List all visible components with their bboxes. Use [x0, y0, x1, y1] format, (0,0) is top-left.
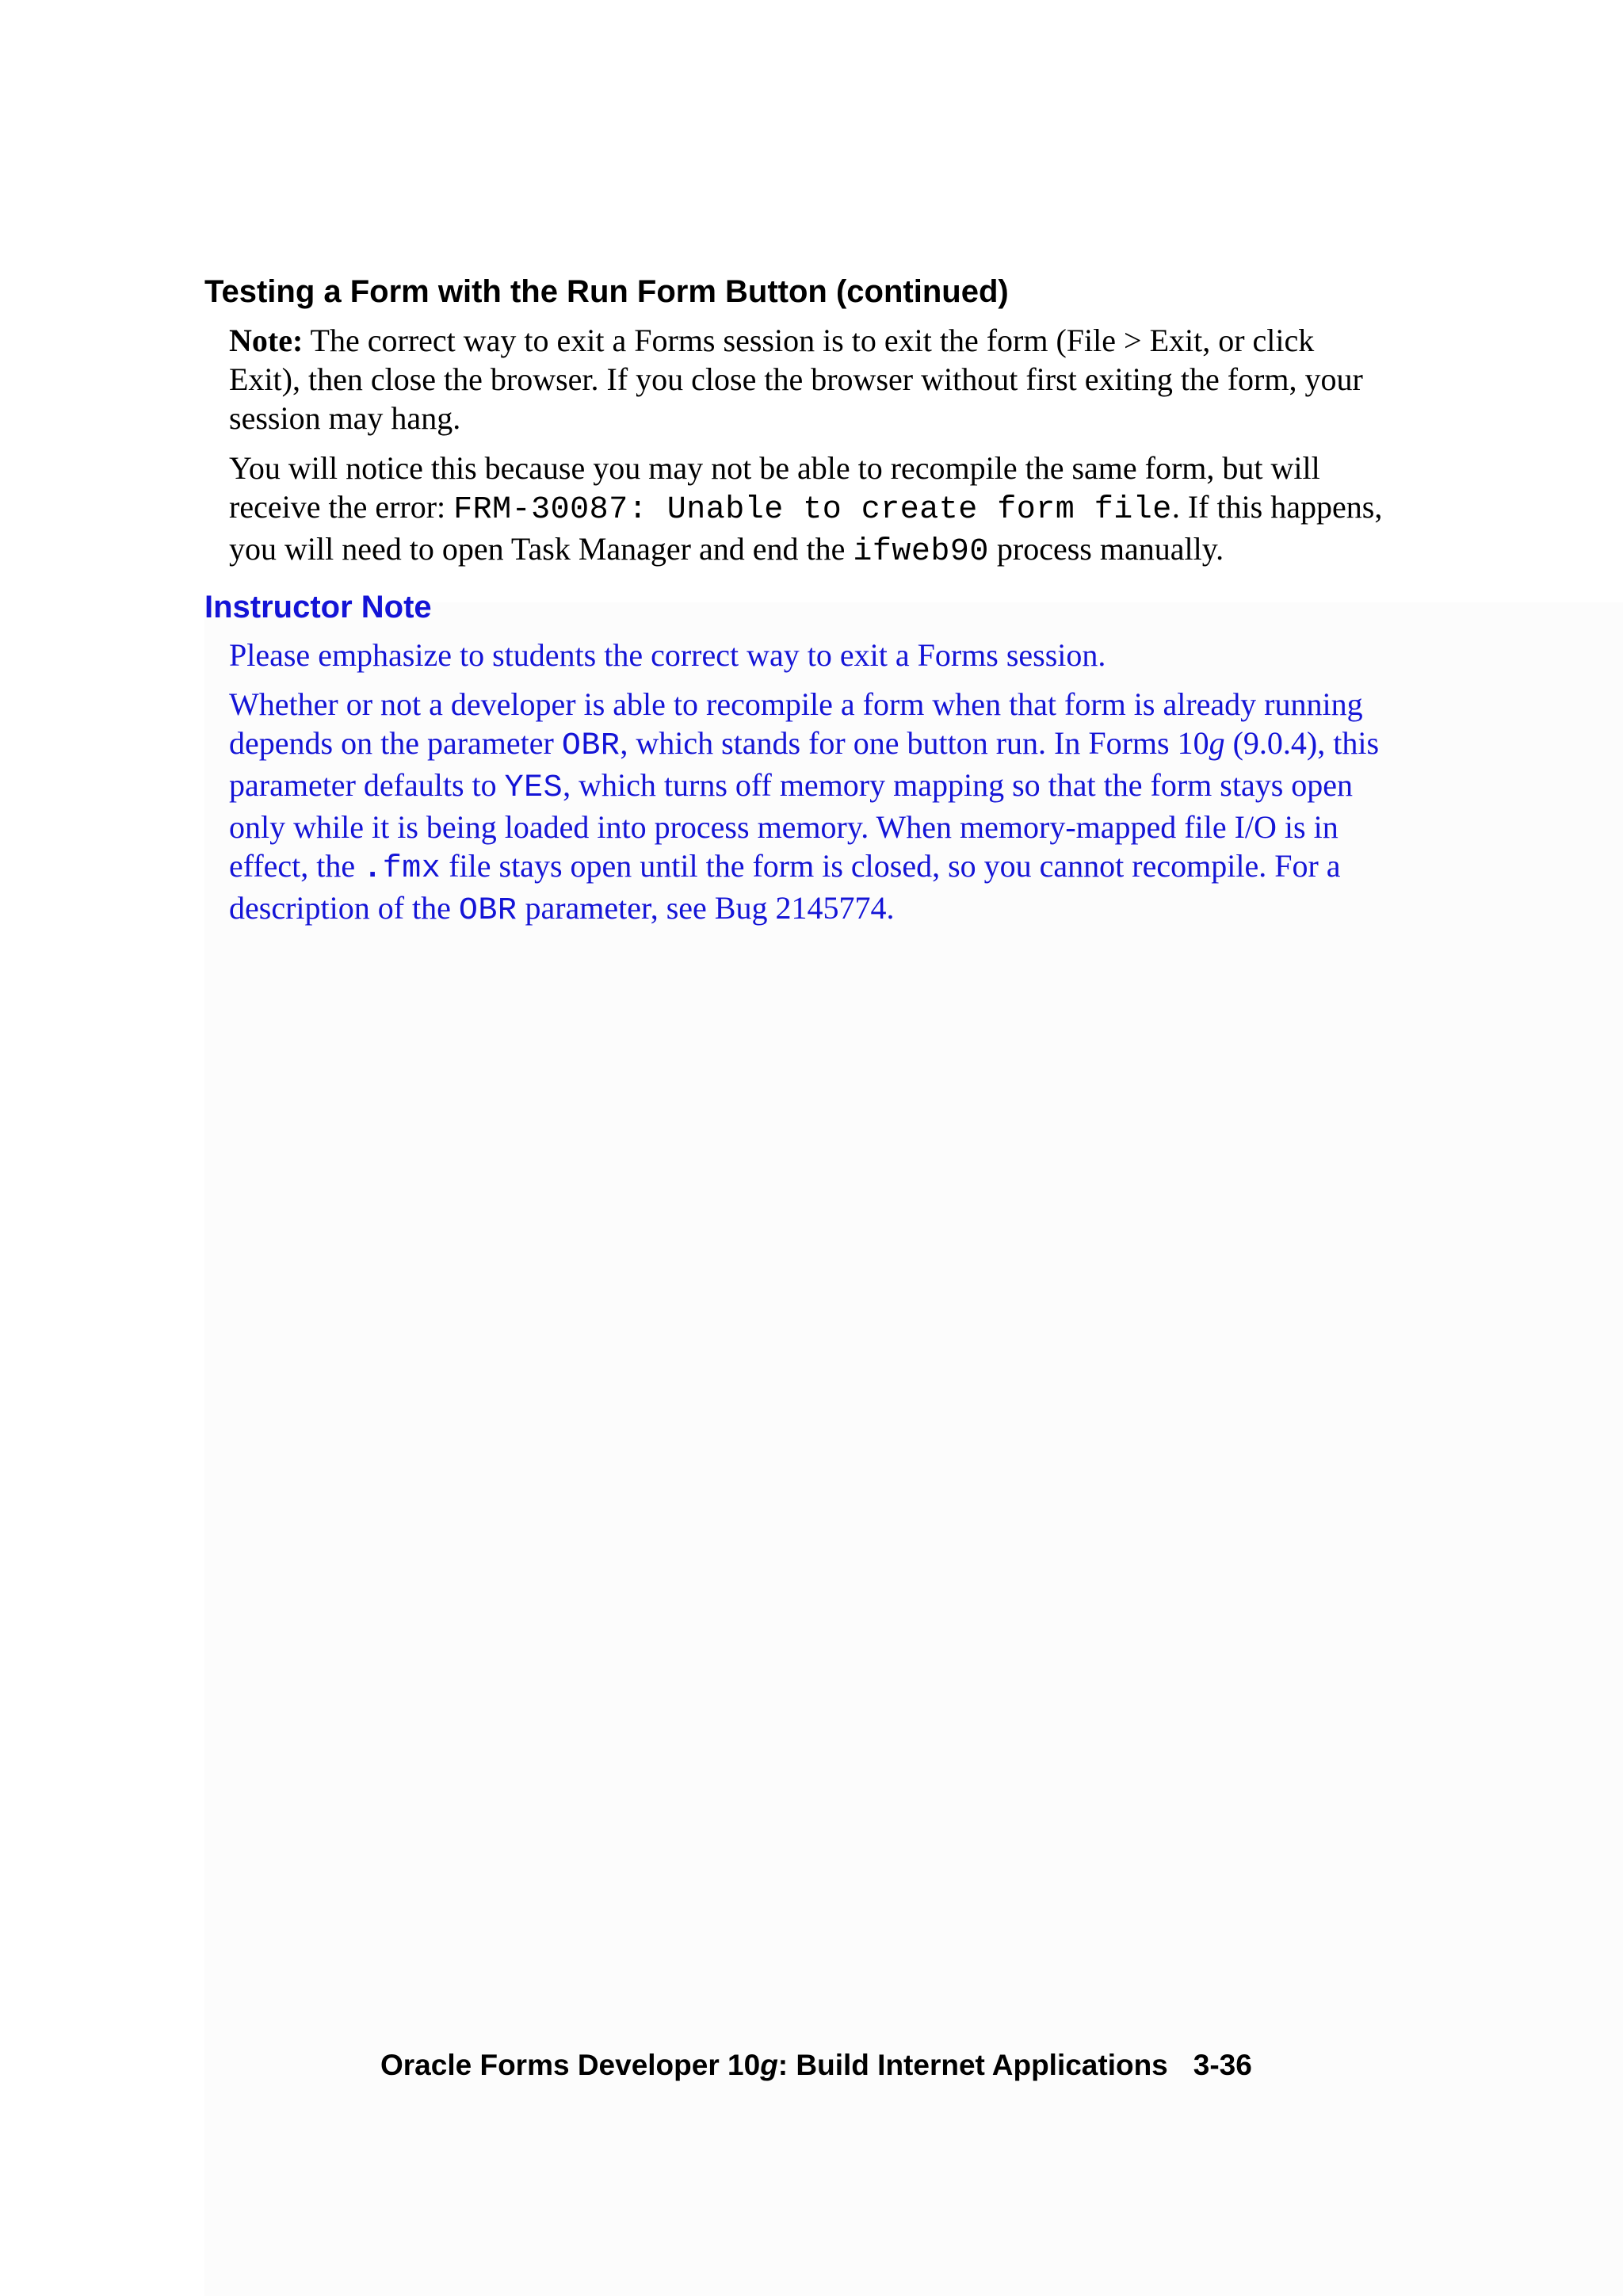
obr-line-2: depends on the parameter OBR, which stands for one button run. In Forms 10g (9.0.4), this: [229, 725, 1380, 764]
obr-line-4: only while it is being loaded into process memory. When memory-mapped file I/O is in: [229, 809, 1338, 845]
process-name: ifweb90: [853, 534, 989, 570]
footer-title: Oracle Forms Developer 10g: Build Internet Applications: [380, 2049, 1168, 2081]
page-number: 3-36: [1193, 2049, 1252, 2081]
instructor-note-heading: Instructor Note: [204, 590, 432, 625]
note-line-1: Note: The correct way to exit a Forms session is to exit the form (File > Exit, or click: [229, 323, 1315, 358]
obr-line-3: parameter defaults to YES, which turns off memory mapping so that the form stays open: [229, 767, 1354, 806]
obr-line-1: Whether or not a developer is able to recompile a form when that form is already running: [229, 686, 1363, 722]
obr-code: OBR: [561, 728, 621, 764]
note-line-2: Exit), then close the browser. If you close the browser without first exiting the form, your: [229, 361, 1363, 397]
error-code: FRM-30087: Unable to create form file: [453, 492, 1172, 528]
note-line-3: session may hang.: [229, 400, 461, 436]
instructor-obr-paragraph: [229, 685, 1434, 930]
fmx-code: fmx: [382, 851, 441, 887]
page-footer: [380, 2048, 1252, 2083]
yes-code: YES: [504, 770, 563, 806]
obr-line-6: description of the OBR parameter, see Bug 2145774.: [229, 890, 895, 929]
notice-paragraph: [229, 449, 1434, 571]
obr-code-2: OBR: [458, 893, 517, 929]
notice-line-2: receive the error: FRM-30087: Unable to create form file. If this happens,: [229, 489, 1383, 528]
note-label: Note:: [229, 323, 304, 358]
obr-line-5: effect, the .fmx file stays open until the form is closed, so you cannot recompile. For a: [229, 848, 1341, 887]
instructor-emphasize-paragraph: Please emphasize to students the correct way to exit a Forms session.: [229, 637, 1106, 673]
note-paragraph: [229, 321, 1434, 437]
notice-line-1: You will notice this because you may not be able to recompile the same form, but will: [229, 450, 1320, 486]
section-heading: Testing a Form with the Run Form Button (continued): [204, 274, 1009, 309]
notice-line-3: you will need to open Task Manager and end the ifweb90 process manually.: [229, 531, 1224, 570]
